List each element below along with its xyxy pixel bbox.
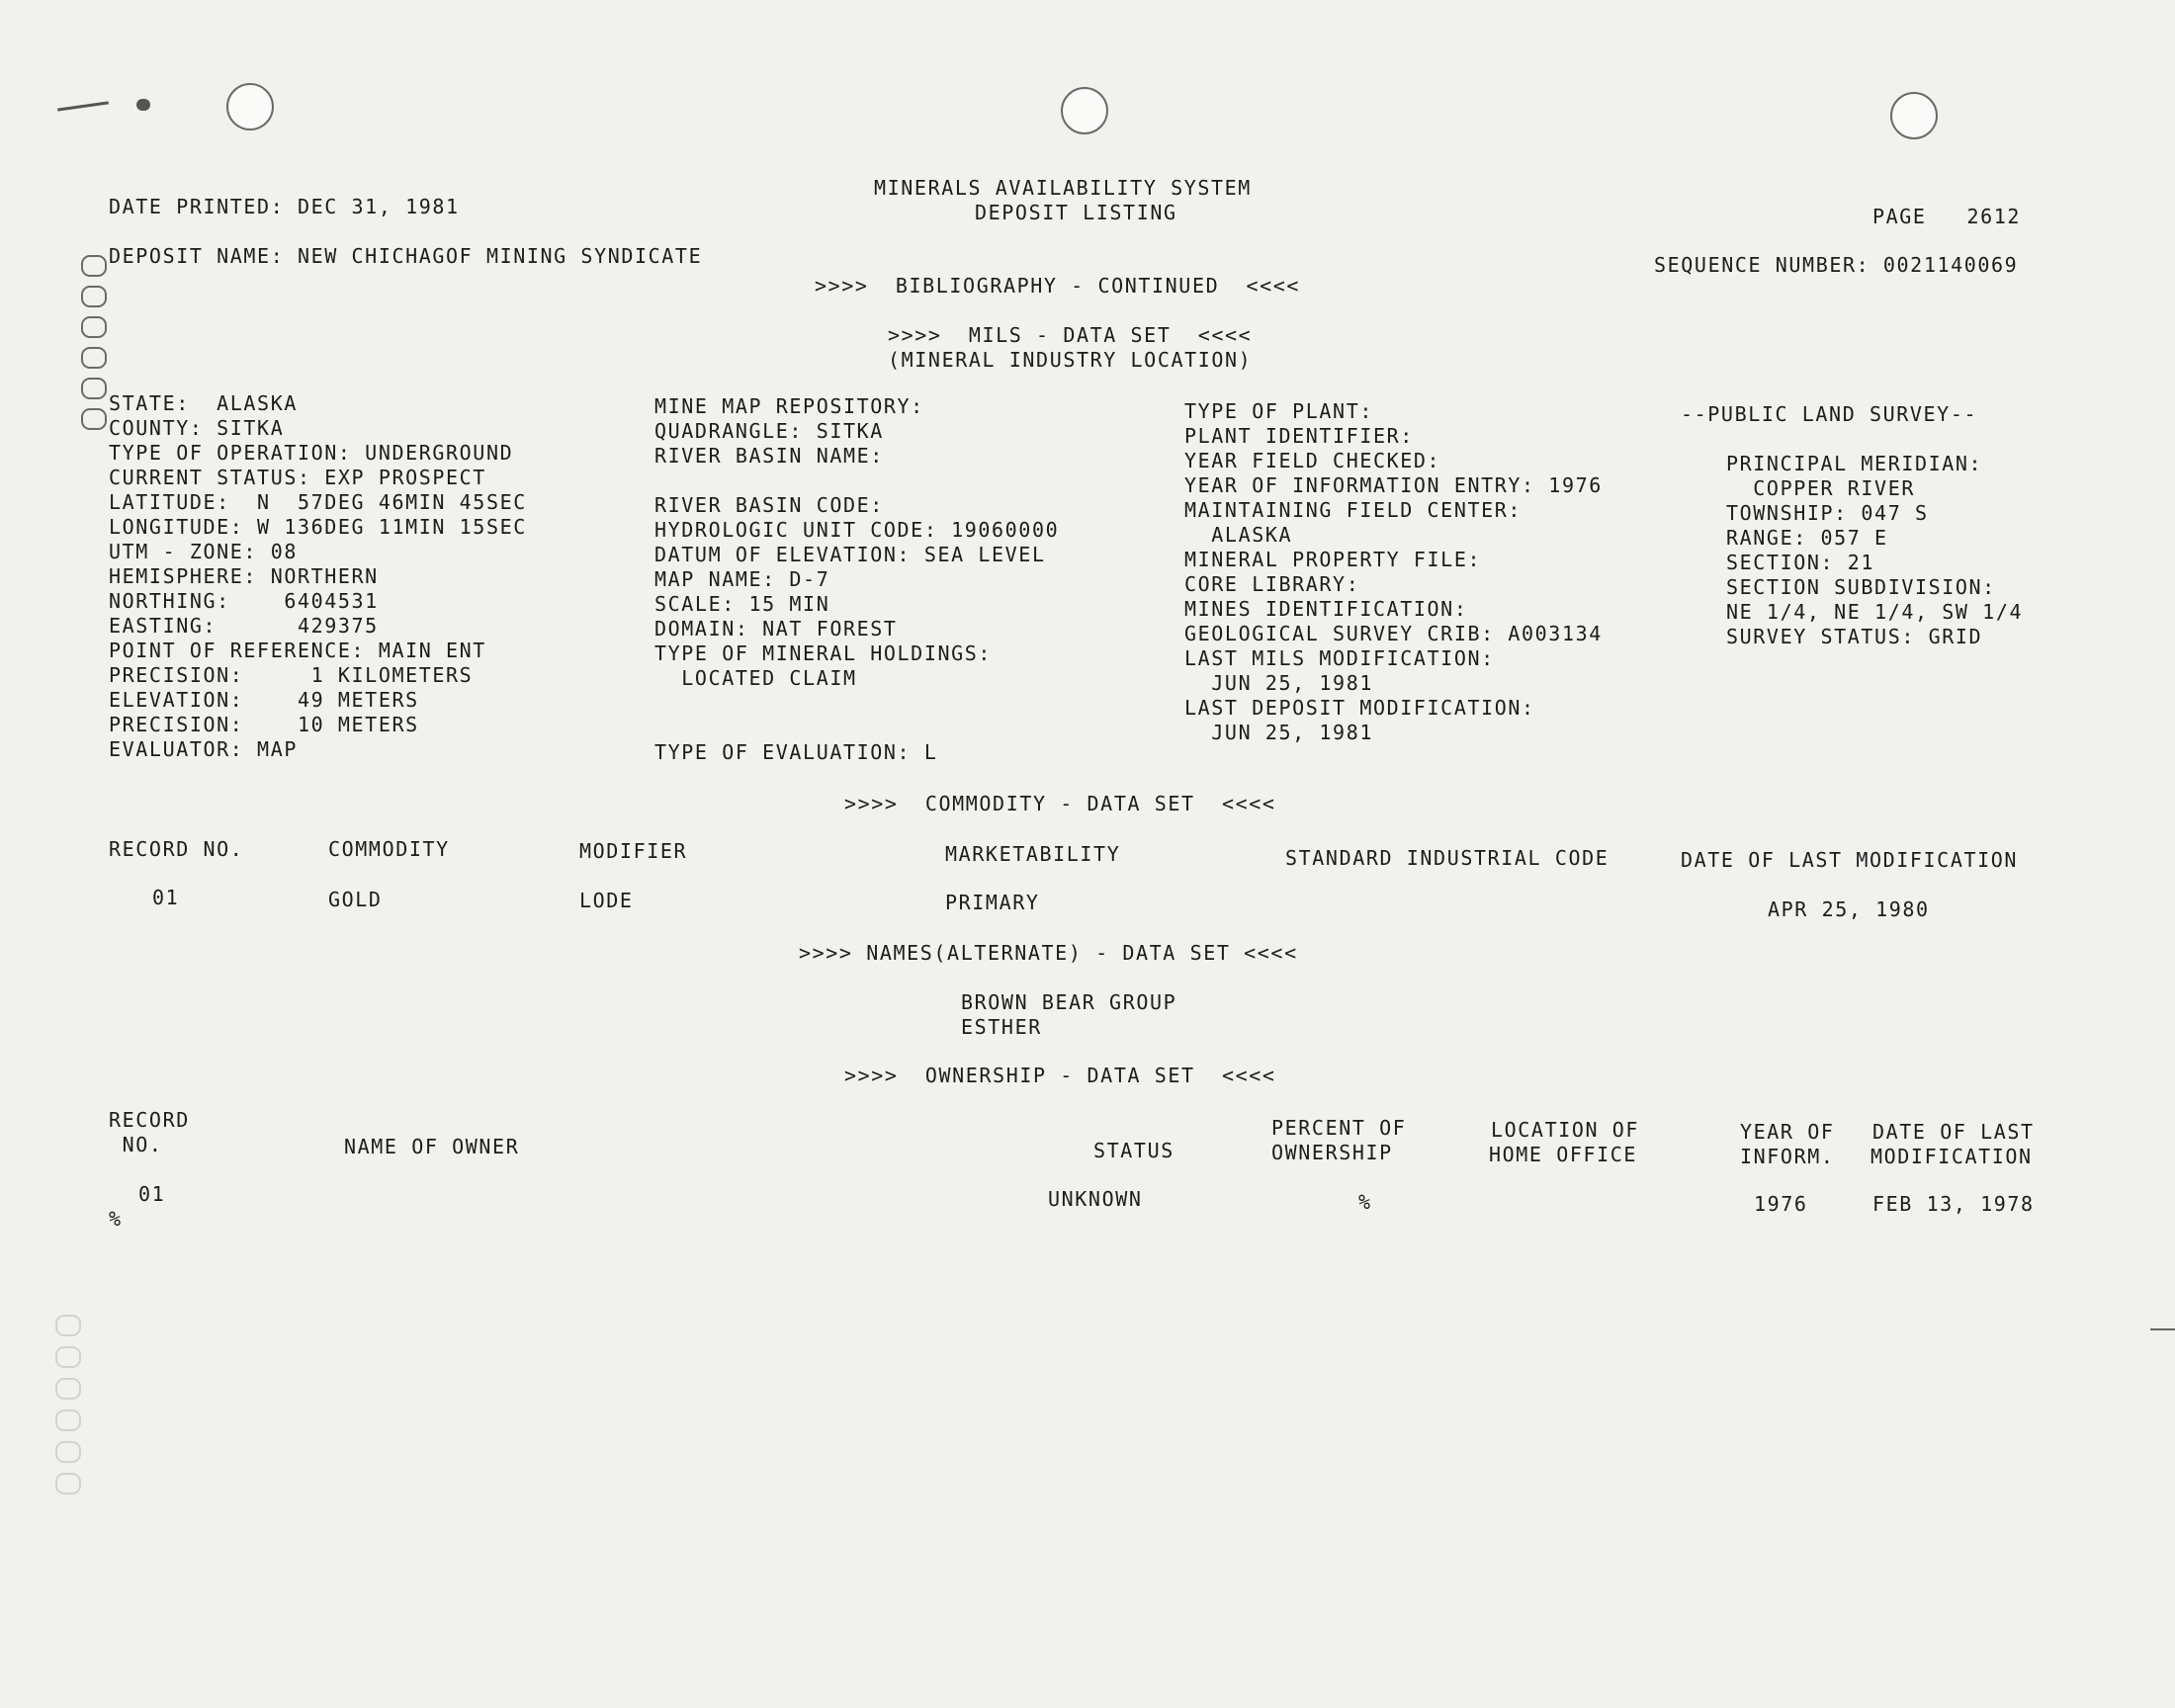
- names-banner: >>>> NAMES(ALTERNATE) - DATA SET <<<<: [799, 941, 1298, 965]
- field-line: EVALUATOR: MAP: [109, 737, 298, 761]
- ownership-header: YEAR OF: [1740, 1120, 1835, 1144]
- ownership-header: LOCATION OF: [1491, 1118, 1640, 1142]
- sequence-number: SEQUENCE NUMBER: 0021140069: [1654, 253, 2019, 277]
- punch-hole-right: [1890, 92, 1938, 139]
- survey-heading: --PUBLIC LAND SURVEY--: [1681, 402, 1978, 426]
- commodity-cell: PRIMARY: [945, 891, 1040, 914]
- field-line: MINES IDENTIFICATION:: [1184, 597, 1468, 621]
- field-line: JUN 25, 1981: [1184, 671, 1373, 695]
- field-line: YEAR FIELD CHECKED:: [1184, 449, 1441, 472]
- field-line: LAST DEPOSIT MODIFICATION:: [1184, 696, 1535, 720]
- ownership-cell: UNKNOWN: [1048, 1187, 1143, 1211]
- pen-mark: [57, 101, 109, 111]
- alternate-name: ESTHER: [961, 1015, 1042, 1039]
- field-line: HYDROLOGIC UNIT CODE: 19060000: [654, 518, 1060, 542]
- field-line: PLANT IDENTIFIER:: [1184, 424, 1414, 448]
- field-line: GEOLOGICAL SURVEY CRIB: A003134: [1184, 622, 1603, 645]
- commodity-cell: 01: [152, 886, 180, 909]
- field-line: CURRENT STATUS: EXP PROSPECT: [109, 466, 486, 489]
- field-line: ALASKA: [1184, 523, 1293, 547]
- field-line: PRECISION: 10 METERS: [109, 713, 419, 736]
- ownership-header: HOME OFFICE: [1489, 1143, 1638, 1166]
- commodity-header: MARKETABILITY: [945, 842, 1121, 866]
- field-line: LAST MILS MODIFICATION:: [1184, 646, 1495, 670]
- field-line: SECTION SUBDIVISION:: [1726, 575, 1996, 599]
- field-line: UTM - ZONE: 08: [109, 540, 298, 563]
- deposit-name: DEPOSIT NAME: NEW CHICHAGOF MINING SYNDICATE: [109, 244, 703, 268]
- field-line: HEMISPHERE: NORTHERN: [109, 564, 379, 588]
- field-line: MAINTAINING FIELD CENTER:: [1184, 498, 1522, 522]
- field-line: CORE LIBRARY:: [1184, 572, 1360, 596]
- field-line: NE 1/4, NE 1/4, SW 1/4: [1726, 600, 2024, 624]
- ownership-cell: %: [1358, 1190, 1372, 1214]
- field-line: LATITUDE: N 57DEG 46MIN 45SEC: [109, 490, 527, 514]
- field-line: POINT OF REFERENCE: MAIN ENT: [109, 639, 486, 662]
- commodity-cell: LODE: [579, 889, 634, 912]
- commodity-cell: APR 25, 1980: [1768, 897, 1930, 921]
- ownership-cell: 01: [138, 1182, 166, 1206]
- pen-mark: [136, 99, 150, 111]
- field-line: MINERAL PROPERTY FILE:: [1184, 548, 1482, 571]
- field-line: ELEVATION: 49 METERS: [109, 688, 419, 712]
- field-line: EASTING: 429375: [109, 614, 379, 638]
- field-line: QUADRANGLE: SITKA: [654, 419, 884, 443]
- field-line: RIVER BASIN CODE:: [654, 493, 884, 517]
- ownership-header: RECORD: [109, 1108, 190, 1132]
- alternate-name: BROWN BEAR GROUP: [961, 990, 1177, 1014]
- ownership-header: NAME OF OWNER: [344, 1135, 520, 1158]
- commodity-header: RECORD NO.: [109, 837, 244, 861]
- field-line: RANGE: 057 E: [1726, 526, 1888, 550]
- field-line: TYPE OF MINERAL HOLDINGS:: [654, 641, 993, 665]
- ownership-header: STATUS: [1093, 1139, 1174, 1162]
- ownership-header: OWNERSHIP: [1271, 1141, 1393, 1164]
- commodity-cell: GOLD: [328, 888, 383, 911]
- ownership-banner: >>>> OWNERSHIP - DATA SET <<<<: [844, 1064, 1276, 1087]
- faint-margin-stamp: [55, 1315, 85, 1504]
- field-line: COUNTY: SITKA: [109, 416, 285, 440]
- page-number: PAGE 2612: [1872, 205, 2022, 228]
- field-line: STATE: ALASKA: [109, 391, 298, 415]
- end-marker: %: [109, 1207, 123, 1231]
- system-title: MINERALS AVAILABILITY SYSTEM: [874, 176, 1252, 200]
- commodity-header: COMMODITY: [328, 837, 450, 861]
- field-line: SCALE: 15 MIN: [654, 592, 830, 616]
- field-line: TOWNSHIP: 047 S: [1726, 501, 1929, 525]
- field-line: NORTHING: 6404531: [109, 589, 379, 613]
- punch-hole-left: [226, 83, 274, 130]
- mils-subtitle: (MINERAL INDUSTRY LOCATION): [888, 348, 1253, 372]
- ownership-header: MODIFICATION: [1870, 1145, 2033, 1168]
- date-printed: DATE PRINTED: DEC 31, 1981: [109, 195, 460, 218]
- field-line: PRECISION: 1 KILOMETERS: [109, 663, 474, 687]
- field-line: TYPE OF OPERATION: UNDERGROUND: [109, 441, 514, 465]
- field-line: MINE MAP REPOSITORY:: [654, 394, 924, 418]
- commodity-banner: >>>> COMMODITY - DATA SET <<<<: [844, 792, 1276, 815]
- field-line: SURVEY STATUS: GRID: [1726, 625, 1983, 648]
- bibliography-banner: >>>> BIBLIOGRAPHY - CONTINUED <<<<: [815, 274, 1301, 298]
- ownership-header: NO.: [109, 1133, 163, 1156]
- ownership-header: INFORM.: [1740, 1145, 1835, 1168]
- field-line: SECTION: 21: [1726, 551, 1875, 574]
- ownership-cell: 1976: [1754, 1192, 1808, 1216]
- edge-mark: [2150, 1328, 2175, 1330]
- field-line: COPPER RIVER: [1726, 476, 1915, 500]
- field-line: PRINCIPAL MERIDIAN:: [1726, 452, 1983, 475]
- field-line: MAP NAME: D-7: [654, 567, 830, 591]
- commodity-header: STANDARD INDUSTRIAL CODE: [1285, 846, 1610, 870]
- field-line: DATUM OF ELEVATION: SEA LEVEL: [654, 543, 1046, 566]
- field-line: JUN 25, 1981: [1184, 721, 1373, 744]
- field-line: TYPE OF PLANT:: [1184, 399, 1373, 423]
- punch-hole-center: [1061, 87, 1108, 134]
- commodity-header: MODIFIER: [579, 839, 688, 863]
- ownership-header: PERCENT OF: [1271, 1116, 1407, 1140]
- commodity-header: DATE OF LAST MODIFICATION: [1681, 848, 2019, 872]
- field-line: DOMAIN: NAT FOREST: [654, 617, 898, 640]
- mils-banner: >>>> MILS - DATA SET <<<<: [888, 323, 1253, 347]
- field-line: TYPE OF EVALUATION: L: [654, 740, 938, 764]
- field-line: LOCATED CLAIM: [654, 666, 857, 690]
- field-line: RIVER BASIN NAME:: [654, 444, 884, 468]
- ownership-cell: FEB 13, 1978: [1872, 1192, 2035, 1216]
- field-line: YEAR OF INFORMATION ENTRY: 1976: [1184, 473, 1603, 497]
- field-line: LONGITUDE: W 136DEG 11MIN 15SEC: [109, 515, 527, 539]
- ownership-header: DATE OF LAST: [1872, 1120, 2035, 1144]
- margin-stamp: [81, 255, 111, 439]
- listing-title: DEPOSIT LISTING: [975, 201, 1177, 224]
